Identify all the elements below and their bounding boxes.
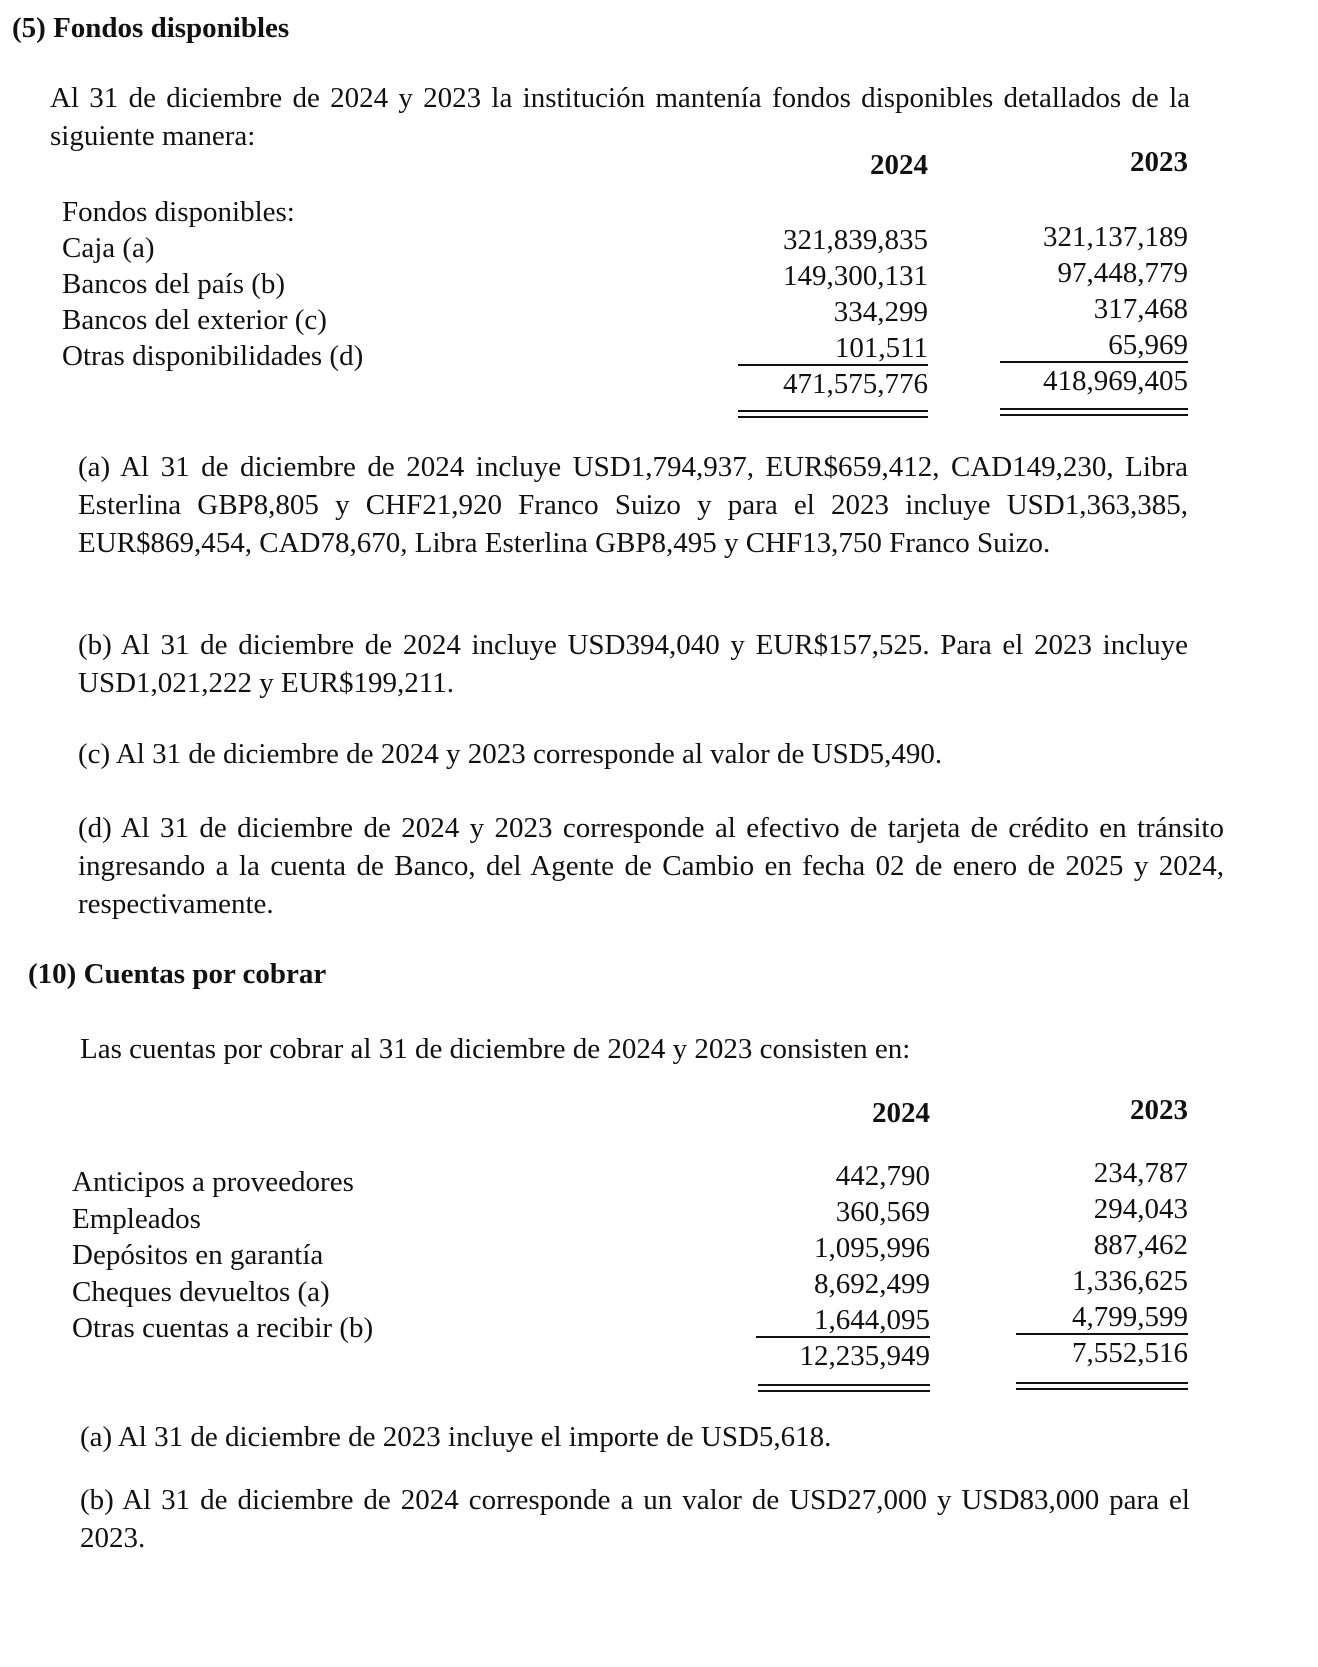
row-value-2024: 101,511 <box>834 332 928 364</box>
row-value-2024: 149,300,131 <box>783 260 928 292</box>
note-d: (d) Al 31 de diciembre de 2024 y 2023 corresponde al efectivo de tarjeta de crédito en tránsito ingresando a la cuenta de Banco, del Agente de Cambio en fecha 02 de enero de 2025 y 2024, respectivamente. <box>78 812 1224 920</box>
row-label: Caja (a) <box>62 232 155 264</box>
row-value-2024: 442,790 <box>835 1160 930 1192</box>
row-label: Otras disponibilidades (d) <box>62 340 364 372</box>
column-header-2024: 2024 <box>872 1097 930 1129</box>
note-b: (b) Al 31 de diciembre de 2024 incluye USD394,040 y EUR$157,525. Para el 2023 incluye USD1,021,222 y EUR$199,211. <box>78 629 1188 699</box>
section-5-intro: Al 31 de diciembre de 2024 y 2023 la institución mantenía fondos disponibles detallados de la siguiente manera: <box>50 82 1190 152</box>
row-label: Otras cuentas a recibir (b) <box>72 1312 374 1344</box>
row-value-2023: 294,043 <box>1093 1193 1188 1225</box>
subtotal-rule-2023 <box>1000 361 1188 363</box>
cxc-note-b: (b) Al 31 de diciembre de 2024 corresponde a un valor de USD27,000 y USD83,000 para el 2023. <box>80 1484 1190 1554</box>
row-value-2024: 321,839,835 <box>783 224 928 256</box>
total-double-rule-2023 <box>1000 408 1188 416</box>
row-label: Depósitos en garantía <box>72 1239 324 1271</box>
column-header-2023: 2023 <box>1130 146 1188 178</box>
column-header-2024: 2024 <box>870 149 928 181</box>
total-2024: 471,575,776 <box>783 368 928 400</box>
total-double-rule-2024 <box>738 410 928 418</box>
column-header-2023: 2023 <box>1130 1094 1188 1126</box>
cxc-note-a: (a) Al 31 de diciembre de 2023 incluye el importe de USD5,618. <box>80 1421 832 1453</box>
subtotal-rule-2024 <box>756 1336 930 1338</box>
group-label: Fondos disponibles: <box>62 196 295 228</box>
row-value-2023: 65,969 <box>1108 329 1188 361</box>
total-2023: 7,552,516 <box>1072 1337 1188 1369</box>
section-10-heading: (10) Cuentas por cobrar <box>28 958 327 990</box>
total-2024: 12,235,949 <box>799 1340 930 1372</box>
note-a: (a) Al 31 de diciembre de 2024 incluye USD1,794,937, EUR$659,412, CAD149,230, Libra Esterlina GBP8,805 y CHF21,920 Franco Suizo y para el 2023 incluye USD1,363,385, EUR$869,454, CAD78,670, Libra Esterlina GBP8,495 y CHF13,750 Franco Suizo. <box>78 451 1188 559</box>
total-double-rule-2024 <box>758 1384 930 1392</box>
row-value-2023: 887,462 <box>1093 1229 1188 1261</box>
row-value-2023: 97,448,779 <box>1057 257 1188 289</box>
section-5-heading: (5) Fondos disponibles <box>12 12 290 44</box>
row-value-2024: 334,299 <box>833 296 928 328</box>
subtotal-rule-2023 <box>1016 1333 1188 1335</box>
row-value-2023: 317,468 <box>1093 293 1188 325</box>
row-value-2023: 1,336,625 <box>1072 1265 1188 1297</box>
row-value-2024: 1,095,996 <box>814 1232 930 1264</box>
row-value-2023: 321,137,189 <box>1043 221 1188 253</box>
note-c: (c) Al 31 de diciembre de 2024 y 2023 corresponde al valor de USD5,490. <box>78 738 943 770</box>
row-label: Empleados <box>72 1203 201 1235</box>
row-label: Bancos del país (b) <box>62 268 286 300</box>
row-label: Bancos del exterior (c) <box>62 304 327 336</box>
row-value-2023: 4,799,599 <box>1072 1301 1188 1333</box>
total-double-rule-2023 <box>1016 1382 1188 1390</box>
row-value-2024: 1,644,095 <box>814 1304 930 1336</box>
subtotal-rule-2024 <box>738 364 928 366</box>
row-label: Anticipos a proveedores <box>72 1166 354 1198</box>
row-value-2023: 234,787 <box>1093 1157 1188 1189</box>
row-value-2024: 8,692,499 <box>814 1268 930 1300</box>
section-10-intro: Las cuentas por cobrar al 31 de diciembre de 2024 y 2023 consisten en: <box>80 1033 911 1065</box>
total-2023: 418,969,405 <box>1043 365 1188 397</box>
row-value-2024: 360,569 <box>835 1196 930 1228</box>
row-label: Cheques devueltos (a) <box>72 1276 330 1308</box>
